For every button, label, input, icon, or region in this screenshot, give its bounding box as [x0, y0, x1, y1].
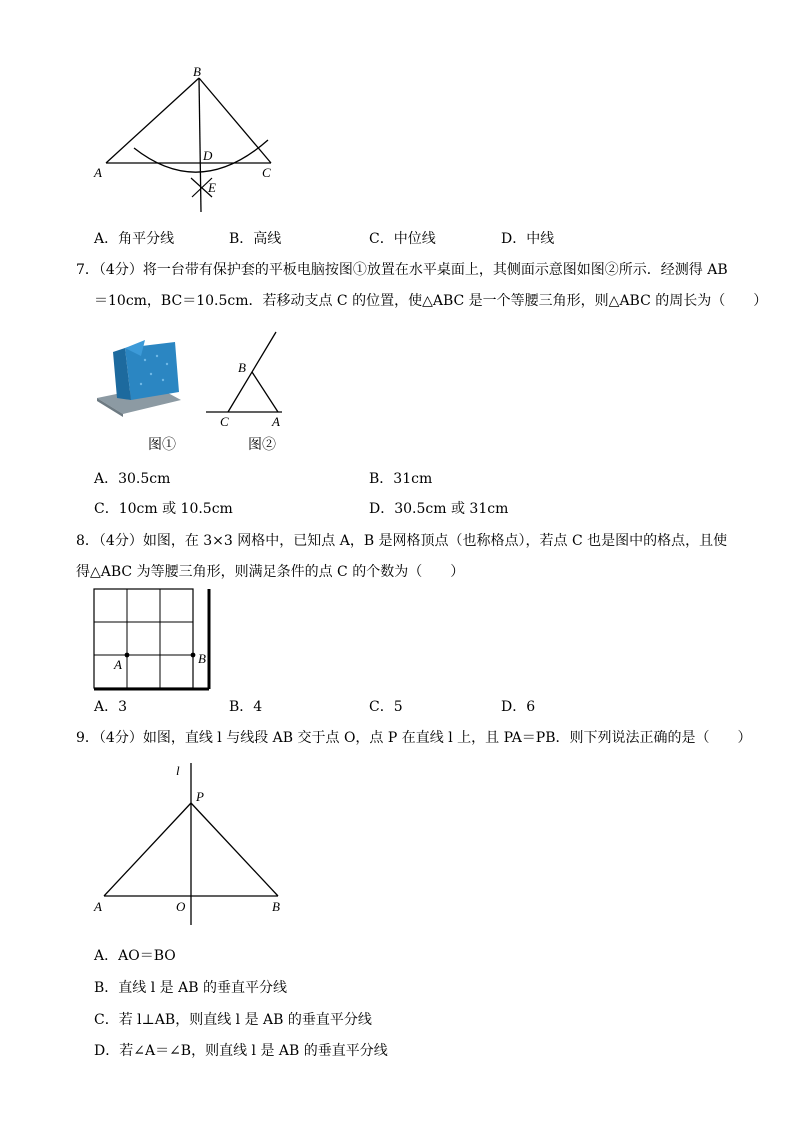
- q8-label-a: A: [114, 657, 122, 672]
- q6-option-b: B．高线: [229, 231, 282, 247]
- q7-stem-line1: 7．（4分）将一台带有保护套的平板电脑按图①放置在水平桌面上，其侧面示意图如图②所示．经测得 AB: [76, 262, 728, 278]
- q8-stem-line1: 8．（4分）如图，在 3×3 网格中，已知点 A，B 是网格顶点（也称格点），若点 C 也是图中的格点，且使: [76, 533, 728, 549]
- q9-label-b: B: [272, 899, 280, 914]
- construction-arc: [134, 140, 268, 172]
- q7-label-b: B: [238, 360, 246, 375]
- q8-option-b: B．4: [229, 699, 263, 715]
- q7-label-a: A: [272, 414, 280, 429]
- q9-label-o: O: [176, 899, 186, 914]
- q9-label-l: l: [176, 763, 180, 778]
- q7-option-d: D．30.5cm 或 31cm: [369, 501, 509, 517]
- point-b: [191, 653, 196, 658]
- q9-option-d: D．若∠A＝∠B，则直线 l 是 AB 的垂直平分线: [94, 1043, 388, 1059]
- q9-label-p: P: [196, 789, 204, 804]
- q8-option-a: A．3: [94, 699, 128, 715]
- q9-option-c: C．若 l⊥AB，则直线 l 是 AB 的垂直平分线: [94, 1012, 372, 1028]
- q8-option-d: D．6: [501, 699, 536, 715]
- fig6-label-e: E: [208, 180, 216, 195]
- q7-option-a: A．30.5cm: [94, 471, 171, 487]
- q8-option-c: C．5: [369, 699, 403, 715]
- q6-option-a: A．角平分线: [94, 231, 175, 247]
- q7-option-b: B．31cm: [369, 471, 433, 487]
- fig6-label-c: C: [262, 165, 271, 180]
- point-a: [125, 653, 130, 658]
- segment-pb: [191, 803, 278, 896]
- q7-stem-line2: ＝10cm，BC＝10.5cm．若移动支点 C 的位置，使△ABC 是一个等腰三角形，则△ABC 的周长为（ ）: [94, 293, 768, 309]
- q7-option-c: C．10cm 或 10.5cm: [94, 501, 233, 517]
- q6-option-c: C．中位线: [369, 231, 436, 247]
- segment-pa: [104, 803, 191, 896]
- q9-option-b: B．直线 l 是 AB 的垂直平分线: [94, 980, 287, 996]
- q6-option-d: D．中线: [501, 231, 555, 247]
- segment-be: [199, 78, 201, 212]
- q7-figure-1-caption: 图①: [148, 437, 176, 453]
- q6-construction-figure: [0, 0, 794, 230]
- q7-figure-2-caption: 图②: [248, 437, 276, 453]
- q8-label-b: B: [198, 651, 206, 666]
- q7-side-view-figure: [200, 330, 300, 430]
- grid-border: [94, 589, 193, 688]
- fig6-label-a: A: [94, 165, 102, 180]
- support-ba: [252, 372, 278, 412]
- q7-label-c: C: [220, 414, 229, 429]
- q8-stem-line2: 得△ABC 为等腰三角形，则满足条件的点 C 的个数为（ ）: [76, 564, 465, 580]
- q9-stem-line1: 9．（4分）如图，直线 l 与线段 AB 交于点 O，点 P 在直线 l 上，且 PA＝PB．则下列说法正确的是（ ）: [76, 730, 752, 746]
- fig6-label-d: D: [203, 148, 213, 163]
- q8-grid-figure: [90, 585, 220, 693]
- q9-figure: [88, 755, 298, 930]
- q9-option-a: A．AO＝BO: [94, 948, 176, 964]
- q7-tablet-photo: [95, 338, 185, 418]
- fig6-label-b: B: [193, 64, 201, 79]
- q9-label-a: A: [94, 899, 102, 914]
- segment-ab: [106, 78, 199, 163]
